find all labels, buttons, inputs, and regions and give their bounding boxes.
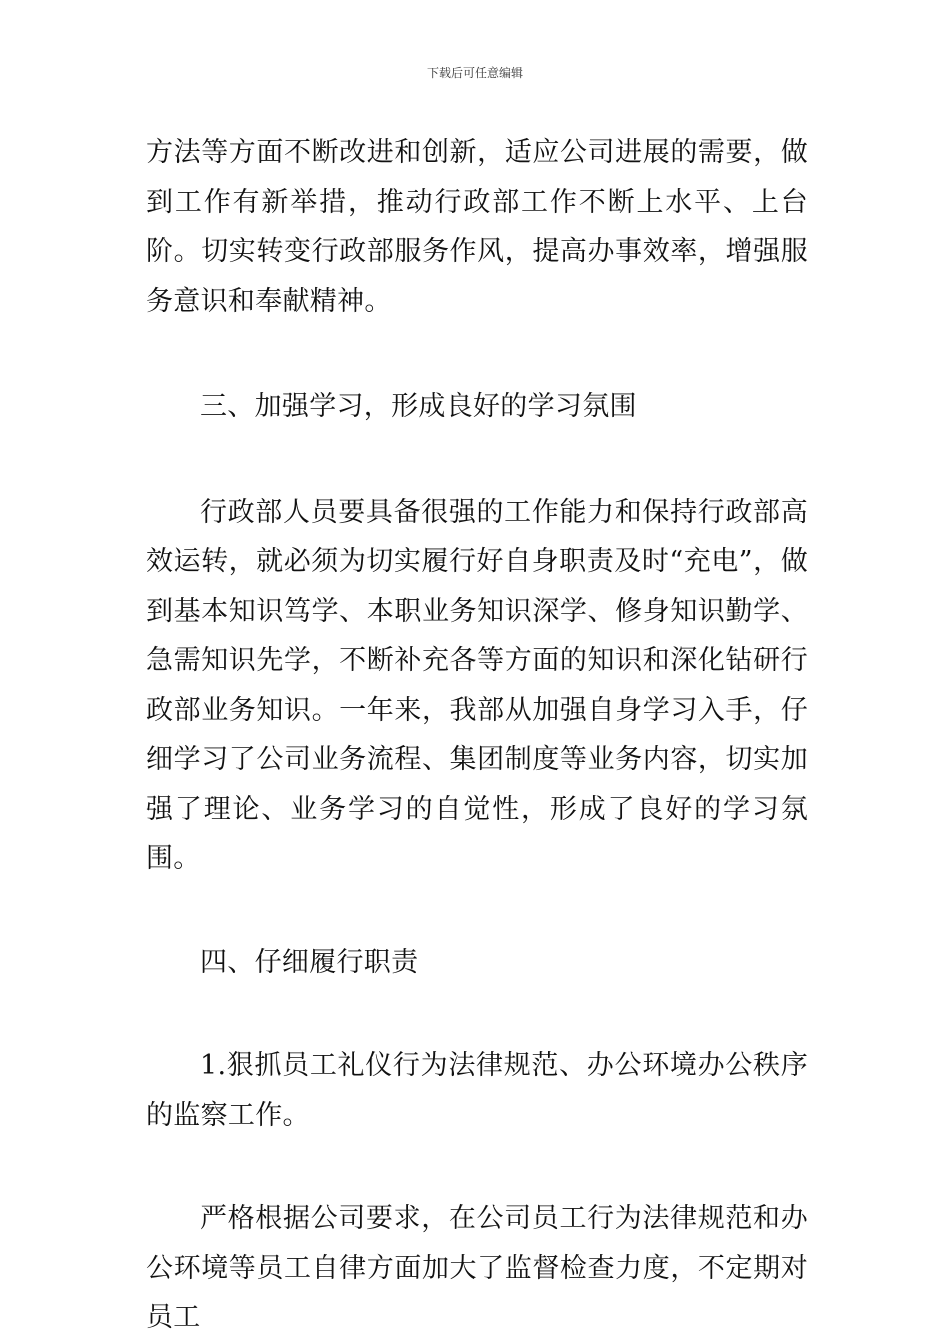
spacer [146,884,808,938]
paragraph-learning: 行政部人员要具备很强的工作能力和保持行政部高效运转，就必须为切实履行好自身职责及时“充电”，做到基本知识笃学、本职业务知识深学、修身知识勤学、急需知识先学，不断补充各等方面的知识和深化钻研行政部业务知识。一年来，我部从加强自身学习入手，仔细学习了公司业务流程、集团制度等业务内容，切实加强了理论、业务学习的自觉性，形成了良好的学习氛围。 [146,496,808,874]
paragraph-service-style: 方法等方面不断改进和创新，适应公司进展的需要，做到工作有新举措，推动行政部工作不断上水平、上台阶。切实转变行政部服务作风，提高办事效率，增强服务意识和奉献精神。 [146,137,808,317]
list-item-1: 1.狠抓员工礼仪行为法律规范、办公环境办公秩序的监察工作。 [146,1050,808,1131]
paragraph-supervision: 严格根据公司要求，在公司员工行为法律规范和办公环境等员工自律方面加大了监督检查力度，不定期对员工 [146,1203,808,1333]
spacer [146,1140,808,1194]
spacer [146,987,808,1041]
section-heading-4: 四、仔细履行职责 [200,946,419,978]
document-body [146,128,808,1343]
section-heading-3: 三、加强学习，形成良好的学习氛围 [200,391,637,422]
spacer [146,432,808,488]
spacer [146,326,808,382]
header-note: 下载后可任意编辑 [426,66,523,80]
